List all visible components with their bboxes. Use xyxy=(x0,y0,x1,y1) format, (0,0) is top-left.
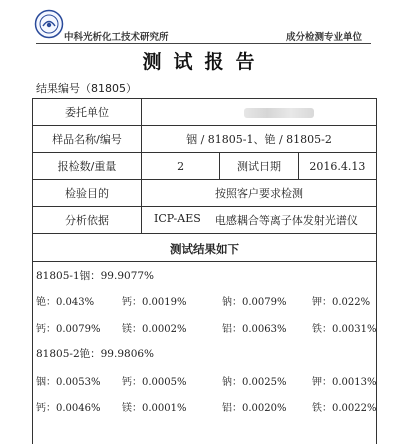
result-cell: 钙：0.0019% xyxy=(122,297,187,308)
result-cell: 钙：0.0005% xyxy=(122,377,187,388)
institute-seal-icon xyxy=(34,9,64,39)
result-number: 结果编号（81805） xyxy=(36,82,137,95)
basis-label: 分析依据 xyxy=(33,207,142,234)
method-description: 电感耦合等离子体发射光谱仪 xyxy=(214,214,358,227)
result-cell: 钙：0.0079% xyxy=(36,324,101,335)
document-title: 测试报告 xyxy=(142,51,267,73)
info-table xyxy=(32,98,377,234)
result-cell: 铯：0.043% xyxy=(36,297,95,308)
quantity-label: 报检数/重量 xyxy=(33,153,142,180)
table-row xyxy=(33,153,377,180)
result-cell: 钠：0.0025% xyxy=(222,377,287,388)
sample-label: 样品名称/编号 xyxy=(33,126,142,153)
sample-value: 铟 / 81805-1、铯 / 81805-2 xyxy=(142,126,377,153)
method-code: ICP-AES xyxy=(154,212,201,225)
header-divider xyxy=(36,43,371,44)
result-cell: 铝：0.0063% xyxy=(222,324,287,335)
purpose-label: 检验目的 xyxy=(33,180,142,207)
sample1-heading: 81805-1铟：99.9077% xyxy=(36,270,155,282)
client-value xyxy=(142,99,377,126)
institute-name: 中科光析化工技术研究所 xyxy=(64,32,169,43)
institute-tagline: 成分检测专业单位 xyxy=(285,32,362,43)
basis-value xyxy=(142,207,377,234)
test-date-value: 2016.4.13 xyxy=(298,153,376,180)
result-cell: 钾：0.0013% xyxy=(312,377,377,388)
table-row xyxy=(33,207,377,234)
result-cell: 铁：0.0031% xyxy=(312,324,377,335)
result-cell: 钠：0.0079% xyxy=(222,297,287,308)
purpose-value: 按照客户要求检测 xyxy=(142,180,377,207)
result-cell: 镁：0.0002% xyxy=(122,324,187,335)
results-title: 测试结果如下 xyxy=(32,236,377,262)
test-date-label: 测试日期 xyxy=(220,153,298,180)
redacted-client-name xyxy=(244,108,314,118)
letterhead xyxy=(0,0,409,44)
result-cell: 钙：0.0046% xyxy=(36,403,101,414)
result-cell: 钾：0.022% xyxy=(312,297,371,308)
table-row xyxy=(33,180,377,207)
result-cell: 铁：0.0022% xyxy=(312,403,377,414)
result-cell: 铝：0.0020% xyxy=(222,403,287,414)
quantity-value: 2 xyxy=(142,153,220,180)
table-row xyxy=(33,99,377,126)
result-cell: 铟：0.0053% xyxy=(36,377,101,388)
client-label: 委托单位 xyxy=(33,99,142,126)
sample2-heading: 81805-2铯：99.9806% xyxy=(36,348,155,360)
table-row xyxy=(33,126,377,153)
result-cell: 镁：0.0001% xyxy=(122,403,187,414)
